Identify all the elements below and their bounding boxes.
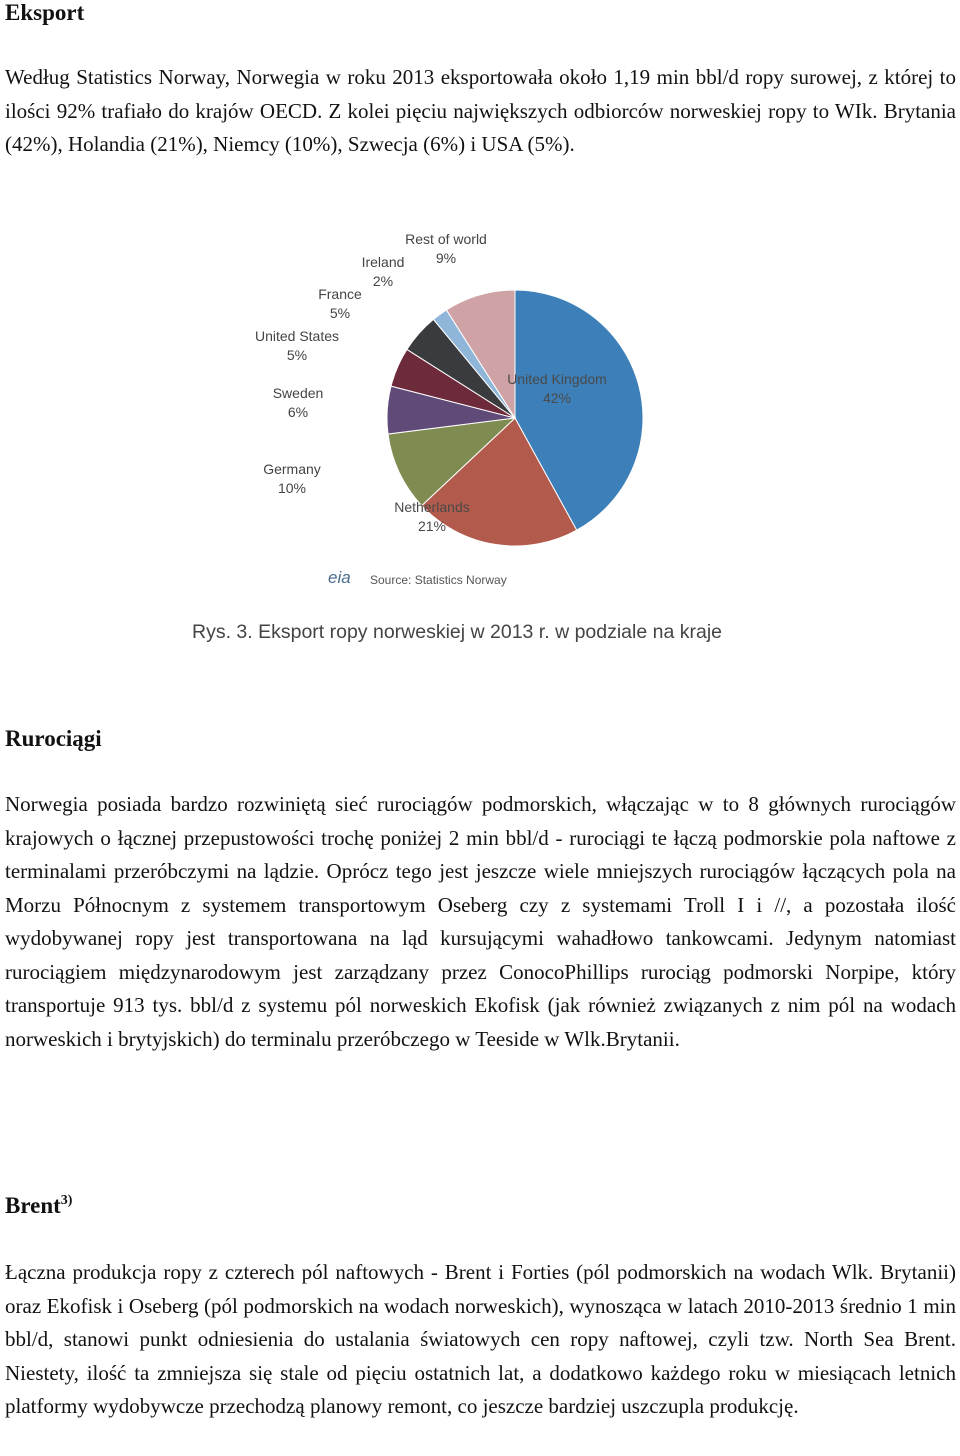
section-heading-rurociagi: [5, 725, 102, 753]
heading-text: Rurociągi: [5, 726, 102, 751]
heading-text: Brent: [5, 1193, 61, 1218]
slice-name-label: Ireland: [361, 254, 405, 270]
slice-value-label: 9%: [435, 250, 457, 266]
section-heading-brent: [5, 1192, 72, 1220]
slice-name-label: Sweden: [272, 385, 324, 401]
eia-logo: eia: [328, 568, 351, 587]
export-pie-chart-figure: [190, 222, 775, 658]
paragraph-rurociagi: Norwegia posiada bardzo rozwiniętą sieć rurociągów podmorskich, włączając w to 8 głównych rurociągów krajowych o łącznej przepustowości trochę poniżej 2 min bbl/d - rurociągi te łączą podmorskie pola naftowe z terminalami przeróbczymi na lądzie. Oprócz tego jest jeszcze wiele mniejszych rurociągów łączących pola na Morzu Północnym z systemem transportowym Oseberg czy z systemami Troll I i //, a pozostała ilość wydobywanej ropy jest transportowana na ląd kursującymi wahadłowo tankowcami. Jedynym natomiast rurociągiem międzynarodowym jest zarządzany przez ConocoPhillips rurociąg podmorski Norpipe, który transportuje 913 tys. bbl/d z systemu pól norweskich Ekofisk (jak również związanych z nim pól na wodach norweskich i brytyjskich) do terminalu przeróbczego w Teeside w Wlk.Brytanii.: [5, 792, 956, 1051]
slice-value-label: 6%: [287, 404, 309, 420]
slice-value-label: 5%: [286, 347, 308, 363]
pie-chart-svg: [190, 222, 775, 658]
slice-name-label: United States: [254, 328, 340, 344]
figure-caption: Rys. 3. Eksport ropy norweskiej w 2013 r. w podziale na kraje: [192, 621, 722, 643]
slice-name-label: United Kingdom: [507, 371, 607, 387]
slice-name-label: France: [318, 286, 362, 302]
chart-source: Source: Statistics Norway: [370, 573, 507, 587]
slice-name-label: Netherlands: [394, 499, 470, 515]
slice-value-label: 5%: [329, 305, 351, 321]
slice-value-label: 10%: [277, 480, 307, 496]
slice-name-label: Germany: [263, 461, 321, 477]
paragraph-brent: Łączna produkcja ropy z czterech pól naftowych - Brent i Forties (pól podmorskich na wodach Wlk. Brytanii) oraz Ekofisk i Oseberg (pól podmorskich na wodach norweskich), wynosząca w latach 2010-2013 średnio 1 min bbl/d, stanowi punkt odniesienia do ustalania światowych cen ropy naftowej, czyli tzw. North Sea Brent. Niestety, ilość ta zmniejsza się stale od pięciu ostatnich lat, a dodatkowo każdego roku w miesiącach letnich platformy wydobywcze przechodzą planowy remont, co jeszcze bardziej uszczupla produkcję.: [5, 1260, 956, 1418]
paragraph-eksport: Według Statistics Norway, Norwegia w roku 2013 eksportowała około 1,19 min bbl/d ropy surowej, z której to ilości 92% trafiało do krajów OECD. Z kolei pięciu największych odbiorców norweskiej ropy to WIk. Brytania (42%), Holandia (21%), Niemcy (10%), Szwecja (6%) i USA (5%).: [5, 65, 956, 156]
heading-text: Eksport: [5, 0, 85, 25]
section-heading-eksport: [5, 0, 84, 27]
slice-value-label: 2%: [372, 273, 394, 289]
slice-name-label: Rest of world: [405, 231, 487, 247]
footnote-marker: 3): [60, 1193, 73, 1208]
slice-value-label: 42%: [542, 390, 572, 406]
slice-value-label: 21%: [417, 518, 447, 534]
